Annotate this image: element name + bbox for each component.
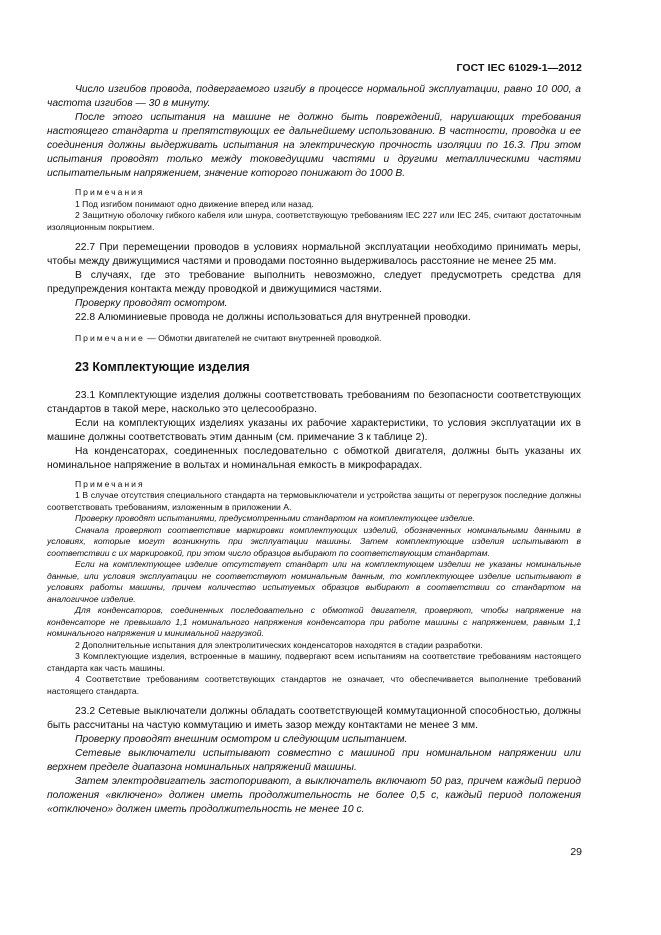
note-item: 2 Защитную оболочку гибкого кабеля или шнура, соответствующую требованиям IEC 227 или IEC 245, считают достаточным изоляционным покрытием.: [47, 210, 581, 232]
note-22-8: [47, 333, 581, 345]
page-number: 29: [570, 846, 582, 858]
clause-23-1: 23.1 Комплектующие изделия должны соответствовать требованиям по безопасности соответствующих стандартов в такой мере, насколько это целесообразно.: [47, 389, 581, 415]
check-statement: Проверку проводят осмотром.: [75, 298, 228, 309]
note-item: 1 Под изгибом понимают одно движение вперед или назад.: [75, 198, 314, 209]
paragraph: На конденсаторах, соединенных последовательно с обмоткой двигателя, должны быть указаны их номинальное напряжение в вольтах и номинальная емкость в микрофарадах.: [47, 445, 581, 471]
note-item: Проверку проводят испытаниями, предусмотренными стандартом на комплектующее изделие.: [75, 513, 475, 523]
paragraph: В случаях, где это требование выполнить невозможно, следует предусмотреть средства для предупреждения контакта между проводкой и движущимися частями.: [47, 270, 581, 295]
standard-header: ГОСТ IEC 61029-1—2012: [456, 62, 582, 74]
paragraph: Затем электродвигатель застопоривают, а выключатель включают 50 раз, причем каждый период положения «включено» должен иметь продолжительность не более 0,5 с, каждый период положения «отключено» должен иметь продолжительность не менее 10 с.: [47, 776, 581, 815]
paragraph: Сетевые выключатели испытывают совместно с машиной при номинальном напряжении или верхнем пределе диапазона номинальных напряжений машины.: [47, 748, 581, 773]
note-item: Для конденсаторов, соединенных последовательно с обмоткой двигателя, проверяют, чтобы напряжение на конденсаторе не превышало 1,1 номинального напряжения конденсатора при работе машины с напряжением, равным 1,1 номинального напряжения и минимальной нагрузкой.: [47, 605, 581, 638]
clause-22-7: 22.7 При перемещении проводов в условиях нормальной эксплуатации необходимо принимать меры, чтобы между движущимися частями и проводами постоянно выдерживалось расстояние не менее 25 мм.: [47, 242, 581, 267]
note-text: — Обмотки двигателей не считают внутренней проводкой.: [144, 333, 382, 343]
section-heading-23: 23 Комплектующие изделия: [75, 359, 250, 374]
page-content: [47, 83, 581, 817]
note-label: Примечание: [75, 333, 145, 343]
note-item: 2 Дополнительные испытания для электролитических конденсаторов находятся в стадии разработки.: [75, 639, 483, 650]
note-item: Если на комплектующее изделие отсутствует стандарт или на комплектующем изделии не указаны номинальные данные, или условия эксплуатации не соответствуют номинальным данным, то комплектующее изделие испытывают в условиях работы машины, причем количество испытуемых образцов выбирают в соответствии со стандартом на аналогичное изделие.: [47, 559, 581, 604]
clause-22-8: 22.8 Алюминиевые провода не должны использоваться для внутренней проводки.: [75, 312, 471, 323]
paragraph: Число изгибов провода, подвергаемого изгибу в процессе нормальной эксплуатации, равно 10 000, а частота изгибов — 30 в минуту.: [47, 84, 581, 109]
paragraph: После этого испытания на машине не должно быть повреждений, нарушающих требования настоящего стандарта и препятствующих ее дальнейшему использованию. В частности, проводка и ее соединения должны выдерживать испытания на электрическую прочность изоляции по 16.3. При этом испытания проводят только между токоведущими частями и другими металлическими частями испытательным напряжением, значение которого понижают до 1000 В.: [47, 112, 581, 179]
note-item: Сначала проверяют соответствие маркировки комплектующих изделий, обозначенных номинальными данными в условиях, которые могут возникнуть при эксплуатации машины. Затем комплектующие изделия испытывают в соответствии с их маркировкой, при этом число образцов выбирают по соответствующим стандартам.: [47, 524, 581, 558]
notes-label: Примечания: [75, 478, 145, 489]
note-item: 3 Комплектующие изделия, встроенные в машину, подвергают всем испытаниям на соответствие требованиям настоящего стандарта как часть машины.: [47, 651, 581, 673]
paragraph: Если на комплектующих изделиях указаны их рабочие характеристики, то условия эксплуатации их в машине должны соответствовать этим данным (см. примечание 3 к таблице 2).: [47, 417, 581, 443]
note-item: 1 В случае отсутствия специального стандарта на термовыключатели и устройства защиты от перегрузок последние должны соответствовать требованиям, изложенным в приложении А.: [47, 490, 581, 512]
check-statement: Проверку проводят внешним осмотром и следующим испытанием.: [75, 734, 408, 745]
note-item: 4 Соответствие требованиям соответствующих стандартов не означает, что обеспечивается выполнение требований настоящего стандарта.: [47, 674, 581, 696]
clause-23-2: 23.2 Сетевые выключатели должны обладать соответствующей коммутационной способностью, должны быть рассчитаны на частую коммутацию и иметь зазор между контактами не менее 3 мм.: [47, 706, 581, 731]
notes-label: Примечания: [75, 187, 145, 197]
